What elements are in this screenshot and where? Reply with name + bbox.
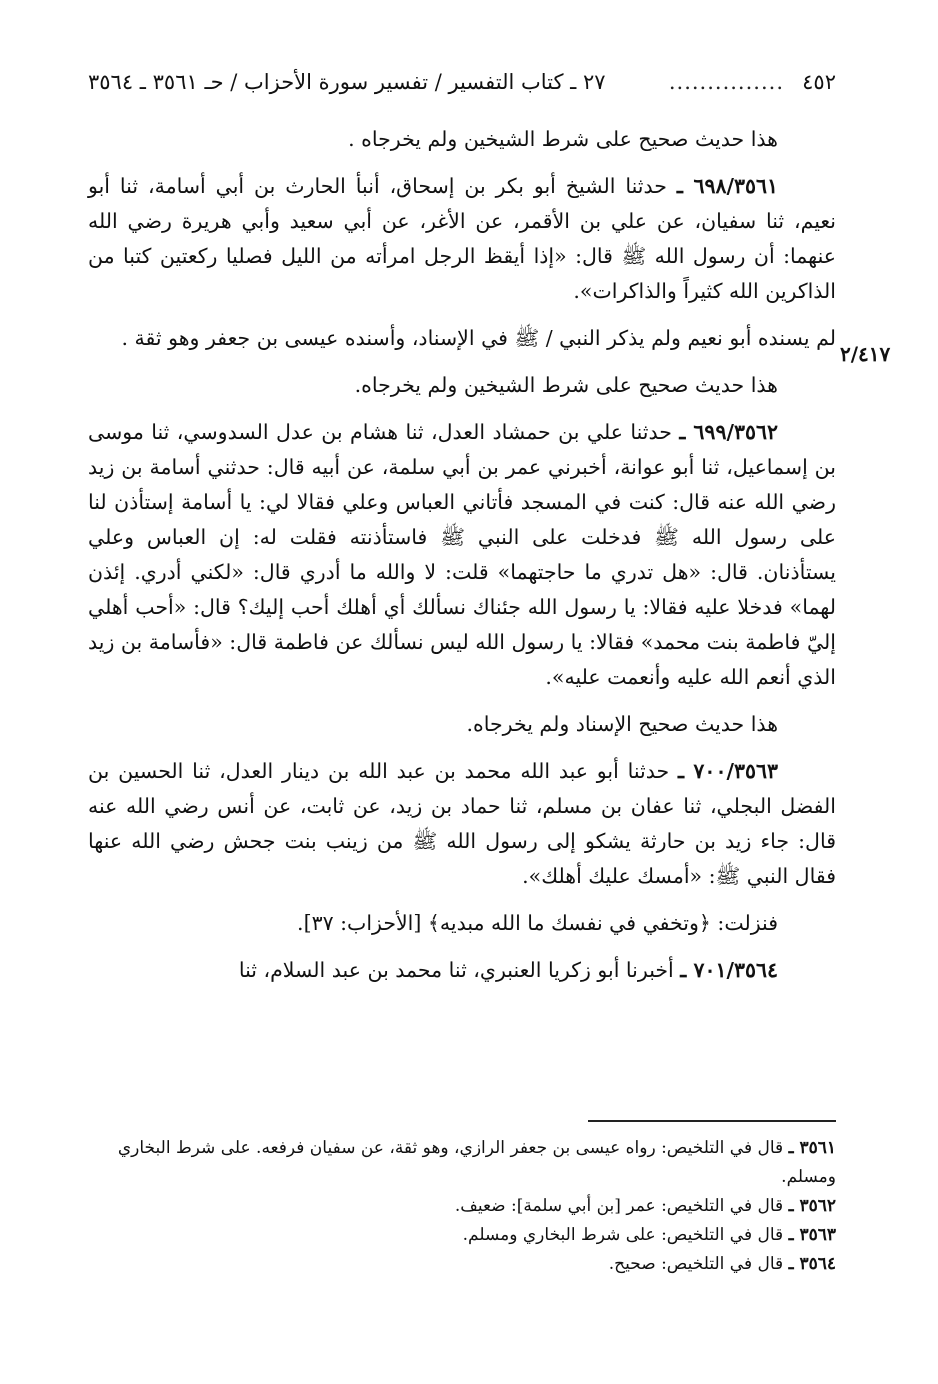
hadith-text: حدثنا علي بن حمشاد العدل، ثنا هشام بن عدل السدوسي، ثنا موسى بن إسماعيل، ثنا أبو عوانة، أخبرني عمر بن أبي سلمة، عن أبيه قال: حدثني أسامة بن زيد رضي الله عنه قال: كنت في المسجد فأتاني العباس وعلي فقالا لي: يا أسامة إستأذن لنا على رسول الله ﷺ فدخلت على النبي ﷺ فاستأذنته فقلت له: إن العباس وعلي يستأذنان. قال: «هل تدري ما حاجتهما» قلت: لا والله ما أدري قال: «لكني أدري. إئذن لهما» فدخلا عليه فقالا: يا رسول الله جئناك نسألك أي أهلك أحب إليك؟ قال: «أحب أهلي إليّ فاطمة بنت محمد» فقالا: يا رسول الله ليس نسألك عن فاطمة قال: «فأسامة بن زيد الذي أنعم الله عليه وأنعمت عليه». (88, 420, 836, 689)
paragraph-text: هذا حديث صحيح الإسناد ولم يخرجاه. (466, 712, 778, 736)
hadith-3563 (88, 754, 836, 894)
footnote-number: ٣٥٦١ ـ (788, 1138, 836, 1158)
footnote (88, 1192, 836, 1221)
footnote (88, 1134, 836, 1192)
paragraph-text: هذا حديث صحيح على شرط الشيخين ولم يخرجاه. (354, 373, 778, 397)
paragraph-text: لم يسنده أبو نعيم ولم يذكر النبي / ﷺ في الإسناد، وأسنده عيسى بن جعفر وهو ثقة . (121, 326, 836, 350)
footnote-text: قال في التلخيص: عمر [بن أبي سلمة]: ضعيف. (454, 1196, 784, 1216)
header-dots: ............... (668, 70, 784, 94)
footnote-separator (588, 1120, 836, 1122)
footnote-text: قال في التلخيص: رواه عيسى بن جعفر الرازي، وهو ثقة، عن سفيان فرفعه. على شرط البخاري ومسلم. (117, 1138, 836, 1187)
hadith-text: حدثنا الشيخ أبو بكر بن إسحاق، أنبأ الحارث بن أبي أسامة، ثنا أبو نعيم، ثنا سفيان، عن علي بن الأقمر، عن الأغر، عن أبي سعيد وأبي هريرة رضي الله عنهما: أن رسول الله ﷺ قال: «إذا أيقظ الرجل امرأته من الليل فصليا ركعتين كتبا من الذاكرين الله كثيراً والذاكرات». (88, 174, 836, 303)
page-number: ٤٥٢ (802, 70, 836, 94)
running-header (88, 68, 836, 96)
footnote-number: ٣٥٦٢ ـ (788, 1196, 836, 1216)
running-title: ٢٧ ـ كتاب التفسير / تفسير سورة الأحزاب / حـ ٣٥٦١ ـ ٣٥٦٤ (88, 70, 606, 94)
paragraph-text: هذا حديث صحيح على شرط الشيخين ولم يخرجاه . (348, 127, 778, 151)
paragraph-text: فنزلت: ﴿وتخفي في نفسك ما الله مبديه﴾ [الأحزاب: ٣٧]. (297, 911, 778, 935)
footnote-text: قال في التلخيص: على شرط البخاري ومسلم. (462, 1225, 784, 1245)
footnote (88, 1221, 836, 1250)
footnote (88, 1250, 836, 1279)
paragraph-note (88, 321, 836, 356)
footnote-number: ٣٥٦٣ ـ (788, 1225, 836, 1245)
paragraph-quran-note (88, 906, 836, 941)
hadith-number: ٦٩٩/٣٥٦٢ ـ (679, 420, 778, 444)
hadith-3562 (88, 415, 836, 695)
hadith-number: ٧٠١/٣٥٦٤ ـ (680, 958, 778, 982)
paragraph-verdict (88, 122, 836, 157)
hadith-number: ٧٠٠/٣٥٦٣ ـ (677, 759, 778, 783)
main-text (88, 122, 836, 988)
footnote-number: ٣٥٦٤ ـ (788, 1254, 836, 1274)
footnote-text: قال في التلخيص: صحيح. (608, 1254, 784, 1274)
paragraph-verdict (88, 368, 836, 403)
margin-reference: ٢/٤١٧ (840, 342, 891, 366)
paragraph-verdict (88, 707, 836, 742)
hadith-number: ٦٩٨/٣٥٦١ ـ (676, 174, 778, 198)
hadith-3564 (88, 953, 836, 988)
footnotes (88, 1134, 836, 1279)
hadith-text: أخبرنا أبو زكريا العنبري، ثنا محمد بن عبد السلام، ثنا (238, 958, 674, 982)
hadith-3561 (88, 169, 836, 309)
hadith-text: حدثنا أبو عبد الله محمد بن عبد الله بن دينار العدل، ثنا الحسين بن الفضل البجلي، ثنا عفان بن مسلم، ثنا حماد بن زيد، عن ثابت، عن أنس رضي الله عنه قال: جاء زيد بن حارثة يشكو إلى رسول الله ﷺ من زينب بنت جحش رضي الله عنها فقال النبي ﷺ: «أمسك عليك أهلك». (88, 759, 836, 888)
